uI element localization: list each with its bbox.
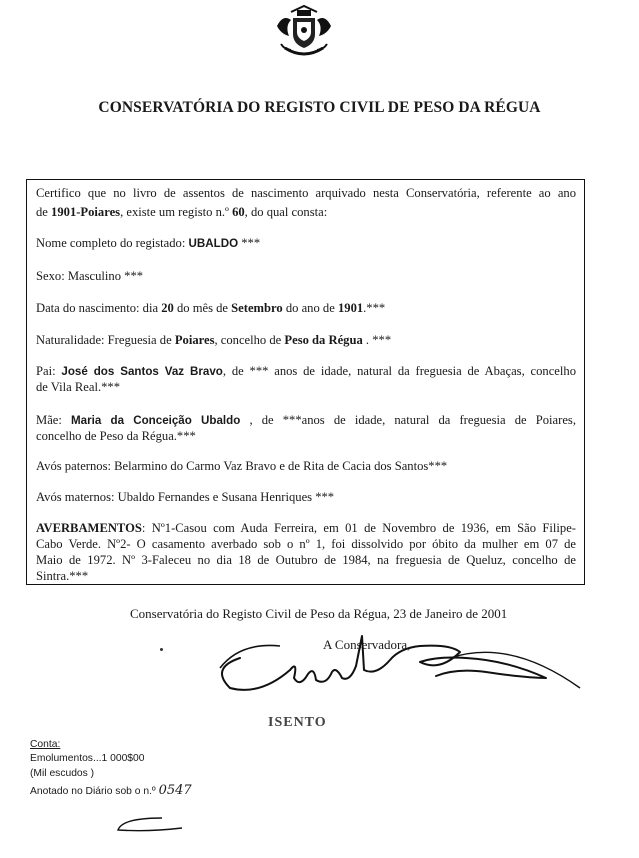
annotations-line-1: AVERBAMENTOS: Nº1-Casou com Auda Ferreira, em 01 de Novembro de 1936, em São Filipe- [36, 521, 576, 535]
maternal-grandparents: Avós maternos: Ubaldo Fernandes e Susana Henriques *** [36, 490, 335, 504]
diary-entry: Anotado no Diário sob o n.º 0547 [30, 783, 192, 798]
annotations-line-2: Cabo Verde. Nº2- O casamento averbado sob o nº 1, foi dissolvido por óbito da mulher em 07 de [36, 537, 576, 551]
coat-of-arms-seal [273, 4, 335, 60]
signatory-role: A Conservadora, [323, 637, 411, 652]
mother-line-2: concelho de Peso da Régua.*** [36, 429, 196, 443]
place-and-date: Conservatória do Registo Civil de Peso da Régua, 23 de Janeiro de 2001 [130, 606, 508, 621]
paternal-grandparents: Avós paternos: Belarmino do Carmo Vaz Bravo e de Rita de Cacia dos Santos*** [36, 459, 448, 473]
annotations-line-4: Sintra.*** [36, 569, 89, 583]
account-heading: Conta: [30, 739, 61, 750]
birth-date-field: Data do nascimento: dia 20 do mês de Setembro do ano de 1901.*** [36, 301, 386, 315]
fees-line: Emolumentos...1 000$00 [30, 753, 145, 764]
fees-words: (Mil escudos ) [30, 768, 95, 779]
father-line-1: Pai: José dos Santos Vaz Bravo, de *** anos de idade, natural da freguesia de Abaças, concelho [36, 364, 576, 378]
father-line-2: de Vila Real.*** [36, 380, 120, 394]
birthplace-field: Naturalidade: Freguesia de Poiares, concelho de Peso da Régua . *** [36, 333, 392, 347]
exempt-stamp: ISENTO [268, 715, 327, 730]
registry-office-title: CONSERVATÓRIA DO REGISTO CIVIL DE PESO DA RÉGUA [98, 99, 541, 116]
registrant-name: Nome completo do registado: UBALDO *** [36, 236, 261, 250]
sex-field: Sexo: Masculino *** [36, 269, 144, 283]
mother-line-1: Mãe: Maria da Conceição Ubaldo , de ***anos de idade, natural da freguesia de Poiares, [36, 413, 576, 427]
annotations-line-3: Maio de 1972. Nº 3-Faleceu no dia 18 de Outubro de 1984, na freguesia de Queluz, concelho de [36, 553, 576, 567]
handwritten-initial [112, 812, 192, 836]
ink-dot [160, 648, 163, 651]
handwritten-signature [200, 628, 590, 698]
intro-line-2: de 1901-Poiares, existe um registo n.º 60, do qual consta: [36, 205, 328, 219]
intro-line-1: Certifico que no livro de assentos de nascimento arquivado nesta Conservatória, referente ao ano [36, 186, 576, 200]
